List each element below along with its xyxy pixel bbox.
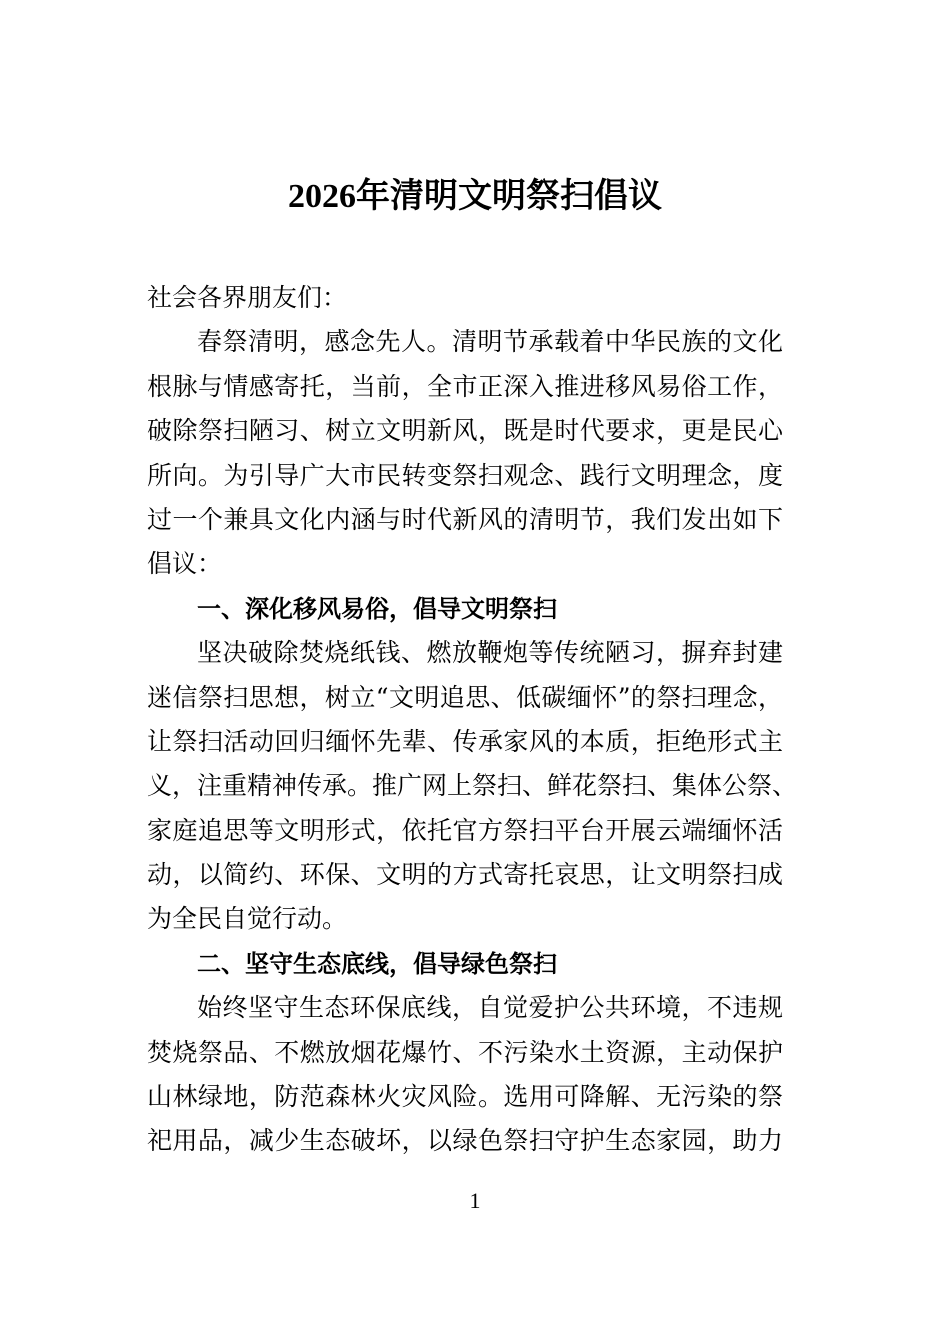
text-line: 社会各界朋友们： bbox=[147, 283, 348, 312]
paragraph bbox=[147, 320, 783, 586]
text-line: 动，以简约、环保、文明的方式寄托哀思，让文明祭扫成 bbox=[147, 860, 783, 890]
text-line: 迷信祭扫思想，树立“文明追思、低碳缅怀”的祭扫理念， bbox=[147, 682, 783, 712]
text-line: 过一个兼具文化内涵与时代新风的清明节，我们发出如下 bbox=[147, 504, 783, 534]
text-line: 所向。为引导广大市民转变祭扫观念、践行文明理念，度 bbox=[147, 460, 783, 490]
text-line: 倡议： bbox=[147, 549, 223, 579]
document-title: 2026年清明文明祭扫倡议 bbox=[288, 178, 662, 215]
text-line: 坚决破除焚烧纸钱、燃放鞭炮等传统陋习，摒弃封建 bbox=[197, 638, 783, 668]
text-line: 二、坚守生态底线，倡导绿色祭扫 bbox=[197, 949, 557, 978]
salutation bbox=[147, 276, 783, 320]
text-line: 春祭清明，感念先人。清明节承载着中华民族的文化 bbox=[197, 327, 783, 357]
text-line: 为全民自觉行动。 bbox=[147, 904, 348, 934]
text-line: 山林绿地，防范森林火灾风险。选用可降解、无污染的祭 bbox=[147, 1082, 783, 1112]
text-line: 始终坚守生态环保底线，自觉爱护公共环境，不违规 bbox=[197, 993, 783, 1023]
text-line: 焚烧祭品、不燃放烟花爆竹、不污染水土资源，主动保护 bbox=[147, 1037, 783, 1067]
text-line: 根脉与情感寄托，当前，全市正深入推进移风易俗工作， bbox=[147, 371, 783, 401]
section-heading bbox=[147, 942, 783, 986]
page-number: 1 bbox=[469, 1188, 481, 1213]
paragraph bbox=[147, 631, 798, 942]
text-line: 家庭追思等文明形式，依托官方祭扫平台开展云端缅怀活 bbox=[147, 815, 783, 845]
document-body bbox=[147, 276, 798, 1164]
text-line: 祀用品，减少生态破坏，以绿色祭扫守护生态家园，助力 bbox=[147, 1126, 783, 1156]
text-line: 义，注重精神传承。推广网上祭扫、鲜花祭扫、集体公祭、 bbox=[147, 771, 798, 801]
text-line: 让祭扫活动回归缅怀先辈、传承家风的本质，拒绝形式主 bbox=[147, 726, 783, 756]
text-line: 一、深化移风易俗，倡导文明祭扫 bbox=[197, 594, 557, 623]
section-heading bbox=[147, 587, 783, 631]
text-line: 破除祭扫陋习、树立文明新风，既是时代要求，更是民心 bbox=[147, 416, 783, 446]
paragraph bbox=[147, 986, 783, 1164]
